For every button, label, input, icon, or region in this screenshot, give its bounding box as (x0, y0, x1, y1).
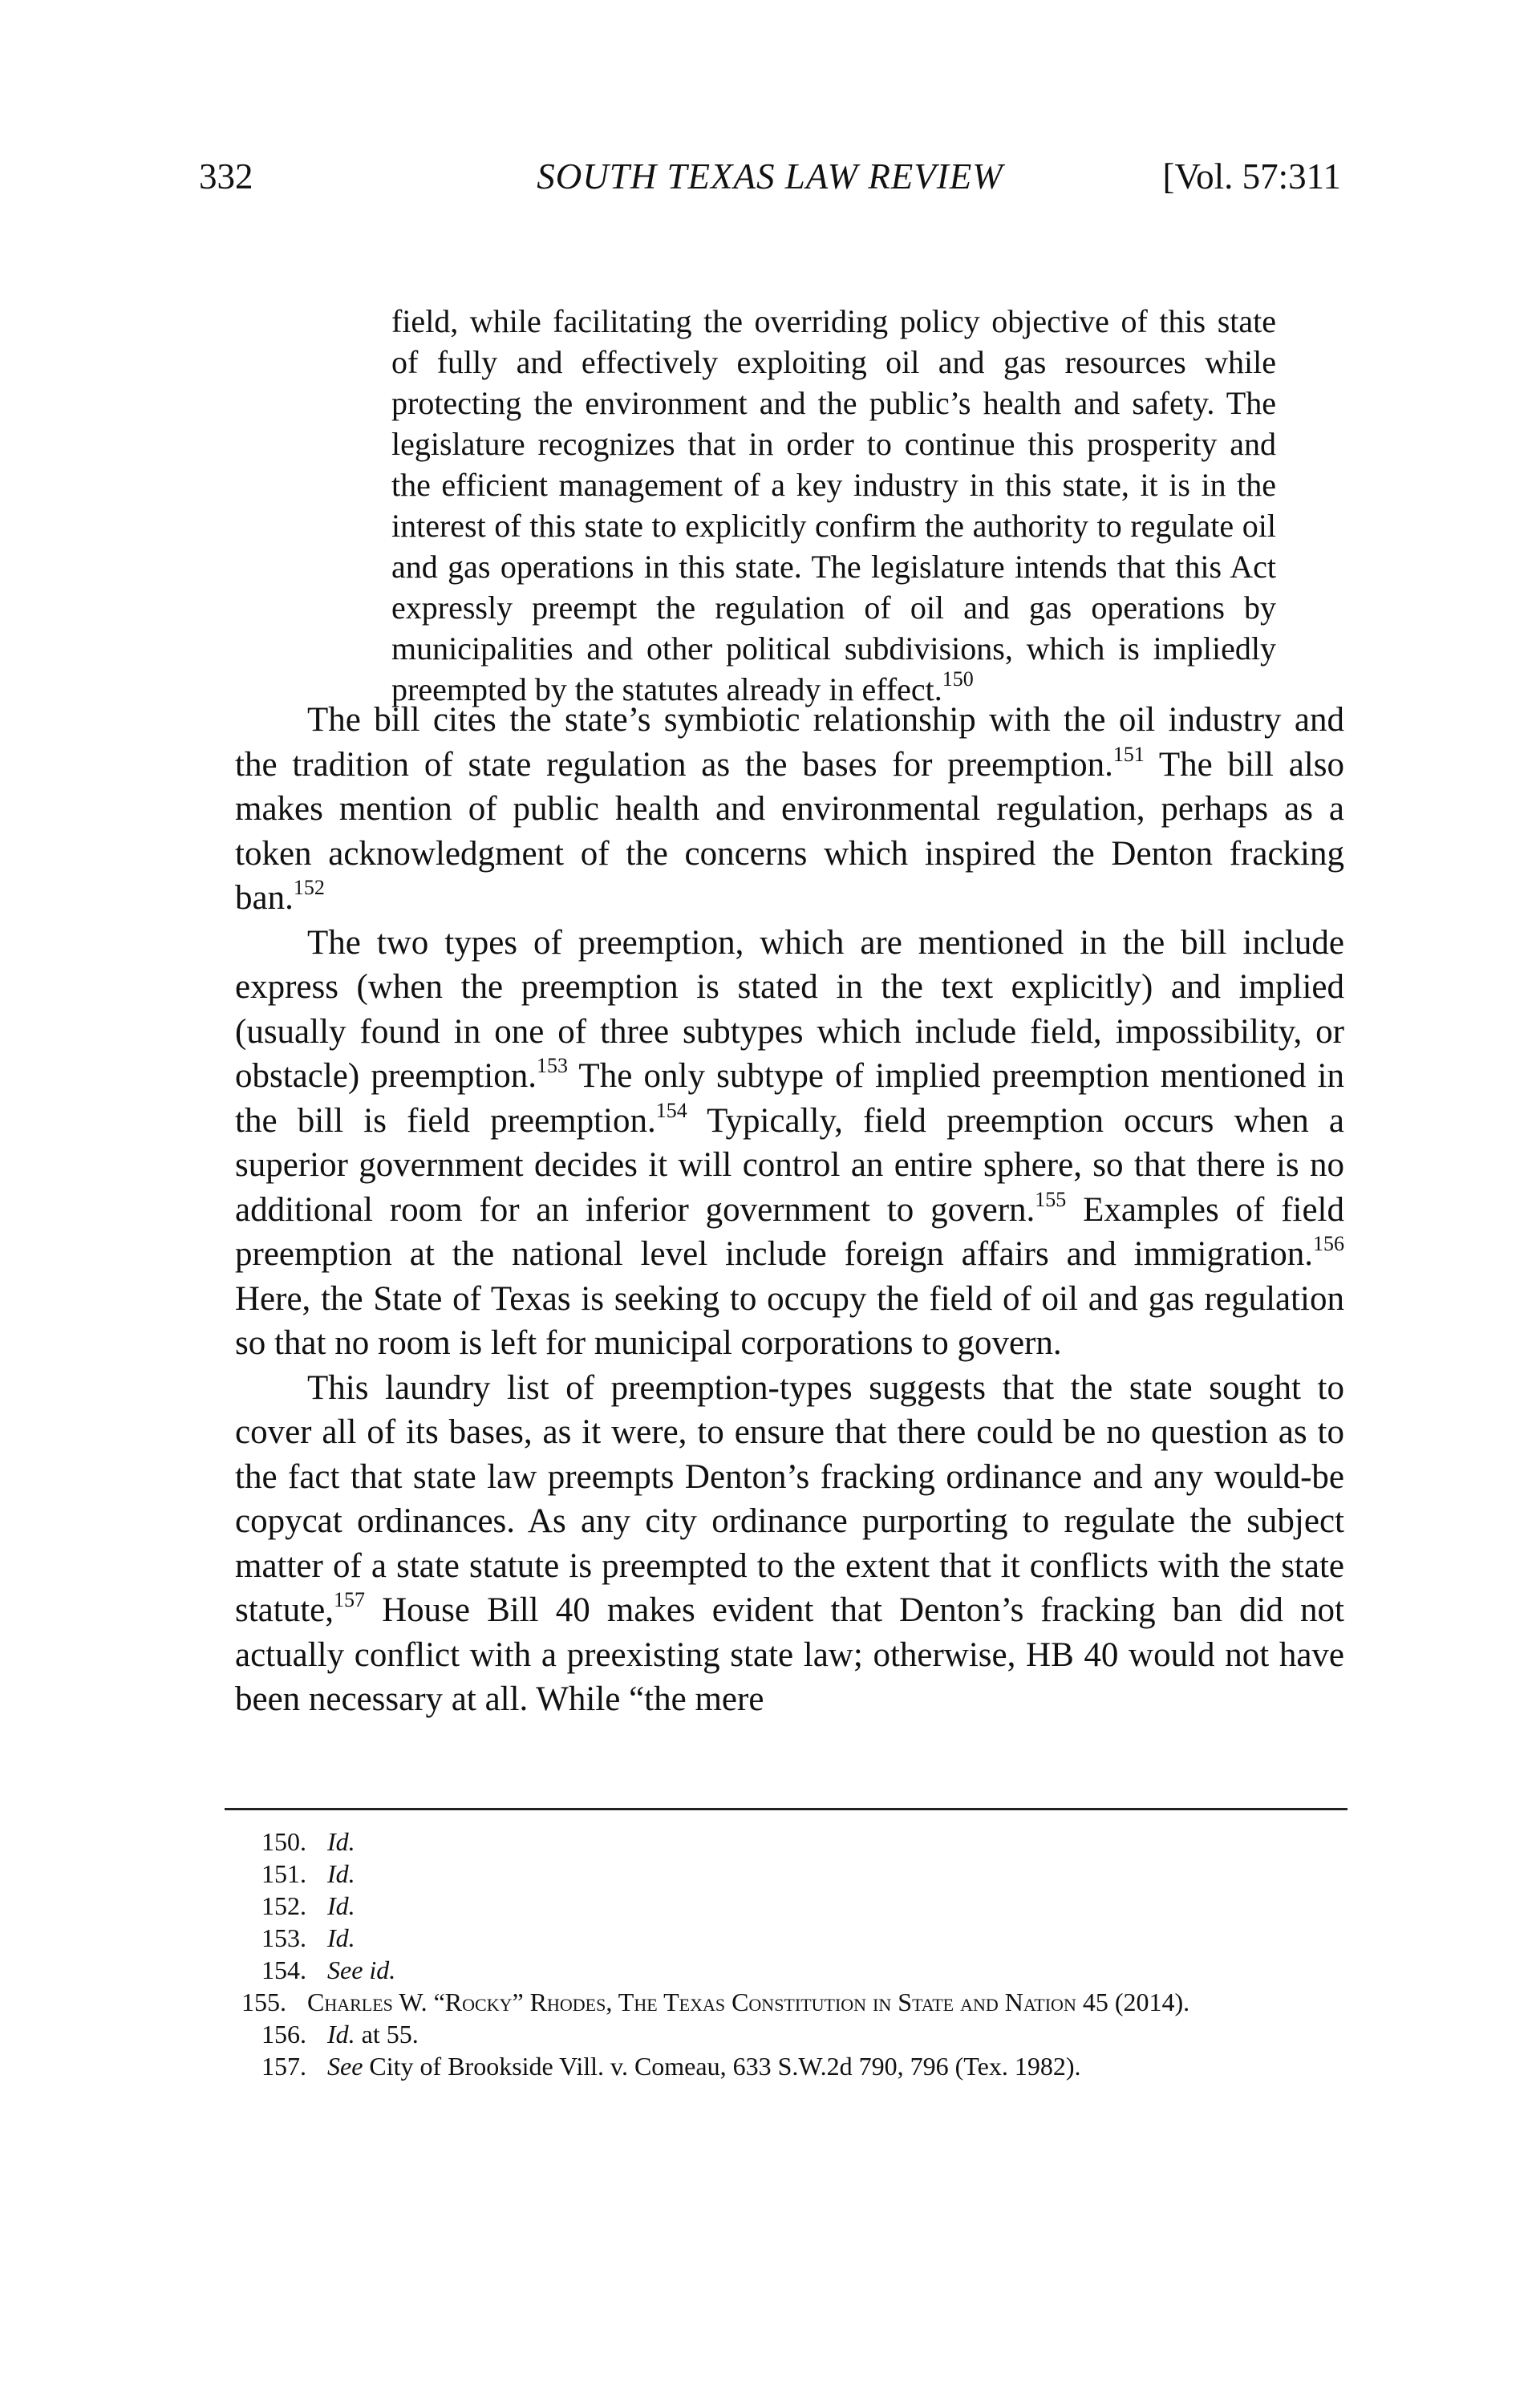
page-number: 332 (199, 156, 253, 197)
footnote-ref: 154 (655, 1098, 687, 1122)
footnote-text: Id. (327, 1859, 355, 1888)
block-quote (391, 301, 1276, 710)
paragraph-text: The bill cites the state’s symbiotic relationship with the oil industry and the tradition of state regulation as the bases for preemption. (235, 701, 1344, 784)
paragraph-text: This laundry list of preemption-types suggests that the state sought to cover all of its bases, as it were, to ensure that there could be no question as to the fact that state law preempts Denton’s fracking ordinance and any would-be copycat ordinances. As any city ordinance purporting to regulate the subject matter of a state statute is preempted to the extent that it conflicts with the state statute, (235, 1368, 1344, 1629)
paragraph-text: The only subtype of implied preemption mentioned in the bill is field preemption. (235, 1057, 1344, 1140)
paragraph-text: Typically, field preemption occurs when a superior government decides it will control an entire sphere, so that there is no additional room for an inferior government to govern. (235, 1101, 1344, 1229)
footnote (235, 1890, 1344, 1922)
footnote-text: Id. (327, 1923, 355, 1952)
footnote (235, 1954, 1344, 1986)
footnote (235, 1986, 1344, 2018)
footnote-ref: 151 (1112, 742, 1145, 766)
footnote-number: 152. (261, 1891, 306, 1920)
footnote-number: 151. (261, 1859, 306, 1888)
footnote-number: 154. (261, 1955, 306, 1984)
paragraph-text: House Bill 40 makes evident that Denton’s fracking ban did not actually conflict with a preexisting state law; otherwise, HB 40 would not have been necessary at all. While “the mere (235, 1591, 1344, 1718)
paragraph (235, 921, 1344, 1366)
footnote-ref: 152 (293, 876, 325, 899)
footnote (235, 2050, 1344, 2082)
footnote (235, 2018, 1344, 2050)
paragraph (235, 1366, 1344, 1722)
paragraph (235, 698, 1344, 921)
footnote (235, 1826, 1344, 1858)
footnote-text: at 55. (355, 2020, 419, 2049)
footnote-number: 150. (261, 1827, 306, 1856)
paragraph-text: Here, the State of Texas is seeking to occupy the field of oil and gas regulation so that no room is left for municipal corporations to govern. (235, 1279, 1344, 1362)
journal-title: SOUTH TEXAS LAW REVIEW (537, 156, 1003, 197)
footnote (235, 1858, 1344, 1890)
volume-citation: [Vol. 57:311 (1162, 156, 1341, 197)
footnote-ref: 155 (1035, 1187, 1067, 1211)
footnote-text: City of Brookside Vill. v. Comeau, 633 S.W.2d 790, 796 (Tex. 1982). (363, 2052, 1081, 2081)
footnote-text: Id. (327, 1891, 355, 1920)
footnote-text: Id. (327, 1827, 355, 1856)
footnote-text: 45 (2014). (1076, 1988, 1190, 2016)
footnote-text: See id. (327, 1955, 396, 1984)
footnotes (235, 1826, 1344, 2082)
footnote-number: 155. (241, 1988, 286, 2016)
footnote-ref: 157 (334, 1588, 365, 1611)
body-text (235, 698, 1344, 1722)
footnote-text: See (327, 2052, 363, 2081)
paragraph-text: The bill also makes mention of public health and environmental regulation, perhaps as a token acknowledgment of the concerns which inspired the Denton fracking ban. (235, 745, 1344, 917)
paragraph-text: Examples of field preemption at the national level include foreign affairs and immigration. (235, 1190, 1344, 1273)
running-header (199, 152, 1341, 201)
footnote-number: 153. (261, 1923, 306, 1952)
footnote-divider (225, 1808, 1348, 1810)
block-quote-text: field, while facilitating the overriding policy objective of this state of fully and effectively exploiting oil and gas resources while protecting the environment and the public’s health and safety. The legislature recognizes that in order to continue this prosperity and the efficient management of a key industry in this state, it is in the interest of this state to explicitly confirm the authority to regulate oil and gas operations in this state. The legislature intends that this Act expressly preempt the regulation of oil and gas operations by municipalities and other political subdivisions, which is impliedly preempted by the statutes already in effect. (391, 303, 1276, 707)
footnote-ref: 156 (1313, 1232, 1344, 1255)
footnote-text: Charles W. “Rocky” Rhodes, The Texas Constitution in State and Nation (307, 1988, 1076, 2016)
footnote-text: Id. (327, 2020, 355, 2049)
footnote-number: 156. (261, 2020, 306, 2049)
footnote-number: 157. (261, 2052, 306, 2081)
footnote (235, 1922, 1344, 1954)
paragraph-text: The two types of preemption, which are mentioned in the bill include express (when the preemption is stated in the text explicitly) and implied (usually found in one of three subtypes which include field, impossibility, or obstacle) preemption. (235, 923, 1344, 1095)
footnote-ref: 150 (942, 667, 974, 691)
footnote-ref: 153 (537, 1054, 568, 1077)
